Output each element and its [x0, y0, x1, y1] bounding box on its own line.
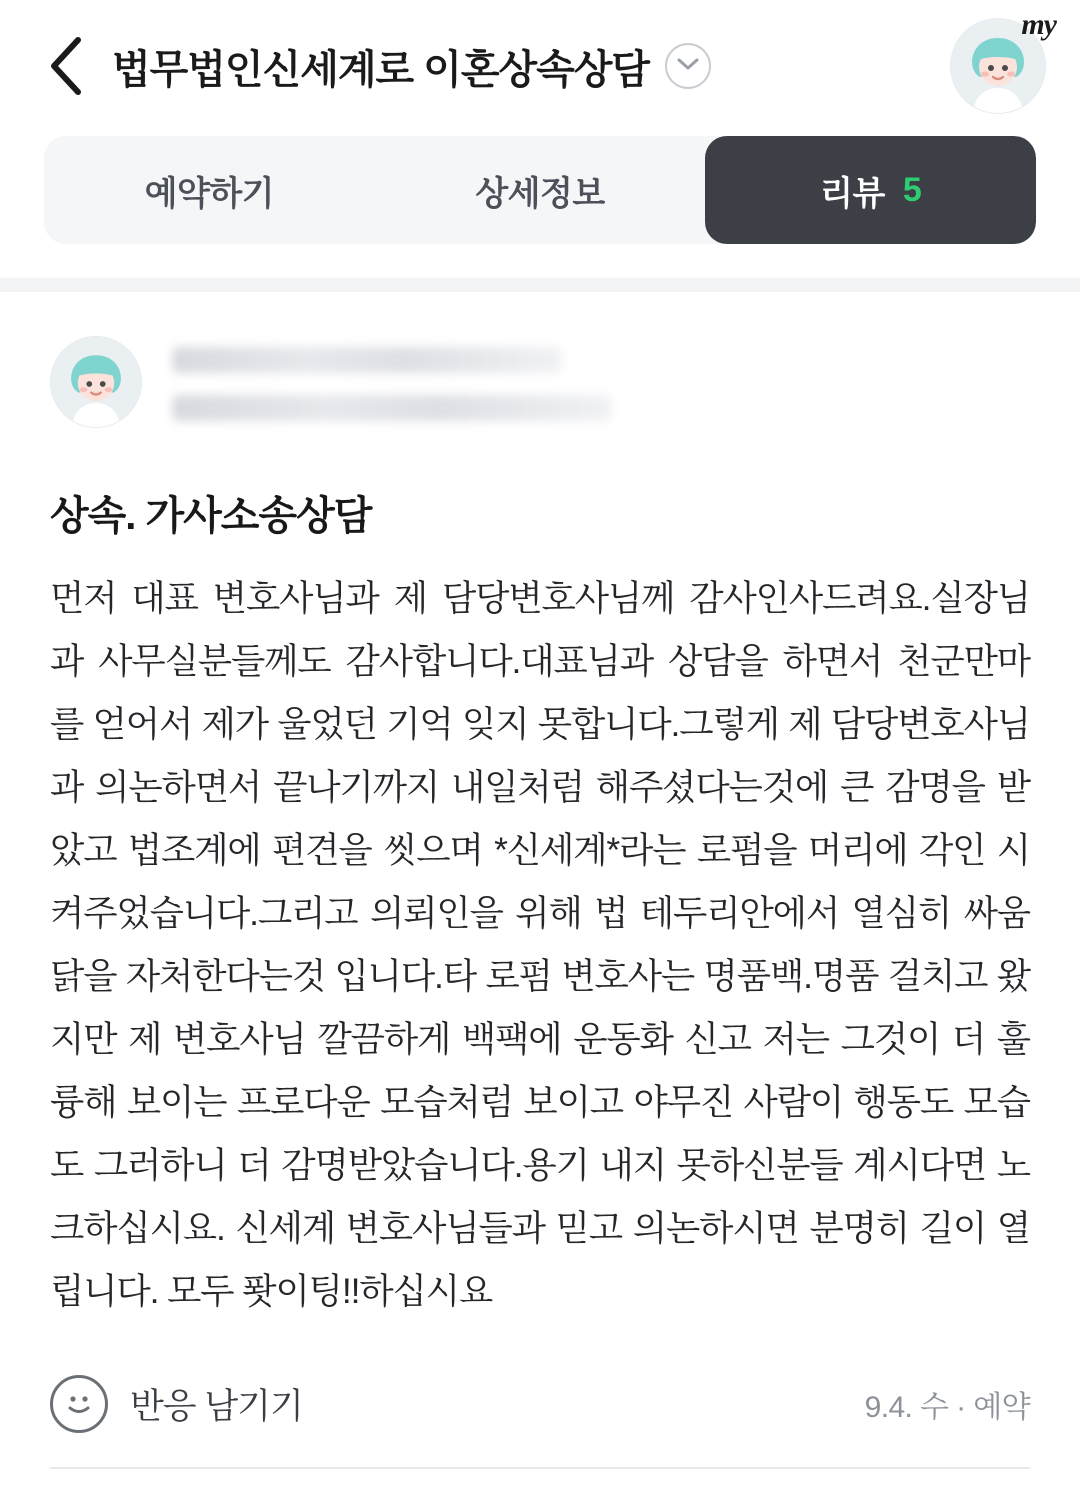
tab-reviews[interactable]	[705, 136, 1036, 244]
masked-name-line	[172, 347, 562, 373]
page-title: 법무법인신세계로 이혼상속상담	[112, 47, 650, 92]
tab-details[interactable]	[375, 136, 706, 244]
tab-bar	[44, 136, 1036, 244]
tab-reviews-count: 5	[902, 170, 922, 209]
tab-reserve-label: 예약하기	[144, 174, 275, 213]
add-reaction-button[interactable]	[50, 1375, 303, 1433]
tab-reviews-label: 리뷰	[820, 174, 885, 213]
expand-title-button[interactable]	[665, 43, 711, 89]
list-separator	[50, 1467, 1030, 1469]
smiley-face-icon	[50, 1375, 108, 1433]
add-reaction-label: 반응 남기기	[130, 1387, 303, 1426]
review-timestamp: 9.4. 수 · 예약	[864, 1391, 1030, 1424]
reviewer-avatar[interactable]	[50, 336, 142, 428]
review-body: 먼저 대표 변호사님과 제 담당변호사님께 감사인사드려요.실장님과 사무실분들께도 감사합니다.대표님과 상담을 하면서 천군만마를 얻어서 제가 울었던 기억 잊지 못합니다.그렇게 제 담당변호사님과 의논하면서 끝나기까지 내일처럼 해주셨다는것에 큰 감명을 받았고 법조계에 편견을 씻으며 *신세계*라는 로펌을 머리에 각인 시켜주었습니다.그리고 의뢰인을 위해 법 테두리안에서 열심히 싸움닭을 자처한다는것 입니다.타 로펌 변호사는 명품백.명품 걸치고 왔지만 제 변호사님 깔끔하게 백팩에 운동화 신고 저는 그것이 더 훌륭해 보이는 프로다운 모습처럼 보이고 야무진 사람이 행동도 모습도 그러하니 더 감명받았습니다.용기 내지 못하신분들 계시다면 노크하십시요. 신세계 변호사님들과 믿고 의논하시면 분명히 길이 열립니다. 모두 퐛이팅!!하십시요	[50, 578, 1030, 1311]
masked-meta-line	[172, 395, 612, 421]
my-badge-label: my	[1021, 8, 1056, 41]
review-footer	[50, 1375, 1030, 1467]
my-profile-button[interactable]	[950, 8, 1056, 114]
reviewer-row	[50, 336, 1030, 428]
review-title: 상속. 가사소송상담	[50, 494, 372, 538]
page-header	[0, 0, 1080, 132]
review-item	[0, 292, 1080, 1467]
reviewer-name-masked	[172, 343, 1030, 421]
section-divider	[0, 278, 1080, 292]
tab-reserve[interactable]	[44, 136, 375, 244]
chevron-left-icon	[46, 35, 86, 97]
tab-details-label: 상세정보	[475, 174, 605, 213]
user-avatar-icon	[50, 338, 142, 428]
back-button[interactable]	[34, 34, 98, 98]
chevron-down-icon	[676, 56, 700, 77]
